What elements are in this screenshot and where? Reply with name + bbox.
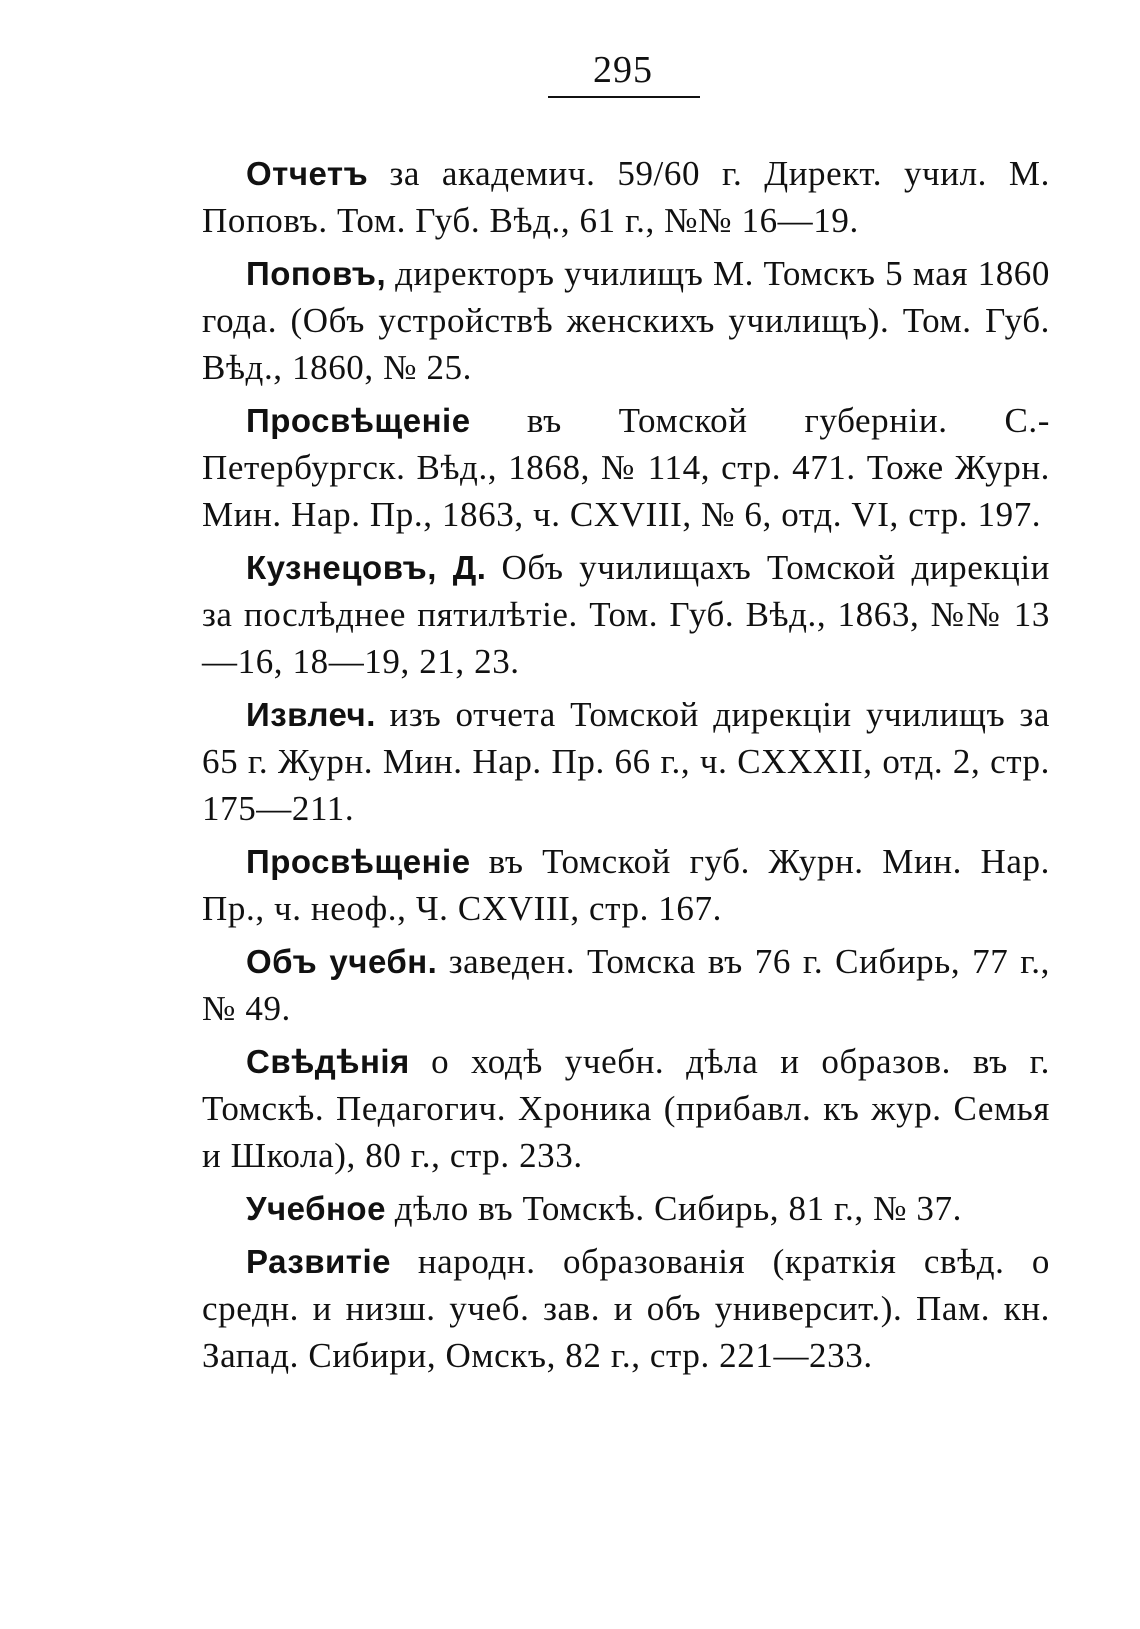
entry-text: дѣло въ Томскѣ. Сибирь, 81 г., № 37. <box>394 1189 962 1228</box>
entry-text: въ Томской губерніи. С.-Петербургск. Вѣд., 1868, № 114, стр. 471. Тоже Журн. Мин. Нар. Пр., 1863, ч. CXVIII, № 6, отд. VI, стр. 197. <box>202 401 1051 534</box>
entry-lead: Развитіе <box>246 1243 391 1280</box>
bibliography-list <box>202 150 1050 1385</box>
entry-lead: Кузнецовъ, Д. <box>246 549 487 586</box>
entry-text: въ Томской губ. Журн. Мин. Нар. Пр., ч. неоф., Ч. CXVIII, стр. 167. <box>202 842 1050 928</box>
bibliography-entry <box>202 1038 1050 1179</box>
entry-lead: Учебное <box>246 1190 386 1227</box>
entry-lead: Просвѣщеніе <box>246 402 471 439</box>
bibliography-entry <box>202 938 1050 1032</box>
bibliography-entry <box>202 150 1050 244</box>
bibliography-entry <box>202 691 1050 832</box>
bibliography-entry <box>202 250 1050 391</box>
bibliography-entry <box>202 1185 1050 1232</box>
entry-lead: Свѣдѣнія <box>246 1043 410 1080</box>
page-number: 295 <box>593 49 653 91</box>
entry-text: за академич. 59/60 г. Директ. учил. М. Поповъ. Том. Губ. Вѣд., 61 г., №№ 16—19. <box>202 154 1050 240</box>
page-number-rule <box>548 96 700 98</box>
entry-text: изъ отчета Томской дирекціи училищъ за 65 г. Журн. Мин. Нар. Пр. 66 г., ч. CXXXII, отд. 2, стр. 175—211. <box>202 695 1050 828</box>
entry-lead: Извлеч. <box>246 696 376 733</box>
entry-lead: Поповъ, <box>246 255 387 292</box>
entry-text: заведен. Томска въ 76 г. Сибирь, 77 г., № 49. <box>202 942 1050 1028</box>
bibliography-entry <box>202 397 1050 538</box>
bibliography-entry <box>202 544 1050 685</box>
bibliography-entry <box>202 838 1050 932</box>
entry-text: народн. образованія (краткія свѣд. о средн. и низш. учеб. зав. и объ университ.). Пам. кн. Запад. Сибири, Омскъ, 82 г., стр. 221—233. <box>202 1242 1050 1375</box>
entry-lead: Просвѣщеніе <box>246 843 471 880</box>
entry-text: Объ училищахъ Томской дирекціи за послѣднее пятилѣтіе. Том. Губ. Вѣд., 1863, №№ 13—16, 18—19, 21, 23. <box>202 548 1051 681</box>
bibliography-entry <box>202 1238 1050 1379</box>
entry-text: о ходѣ учебн. дѣла и образов. въ г. Томскѣ. Педагогич. Хроника (прибавл. къ жур. Семья и Школа), 80 г., стр. 233. <box>202 1042 1050 1175</box>
entry-text: директоръ училищъ М. Томскъ 5 мая 1860 года. (Объ устройствѣ женскихъ училищъ). Том. Губ. Вѣд., 1860, № 25. <box>202 254 1050 387</box>
entry-lead: Отчетъ <box>246 155 369 192</box>
entry-lead: Объ учебн. <box>246 943 438 980</box>
